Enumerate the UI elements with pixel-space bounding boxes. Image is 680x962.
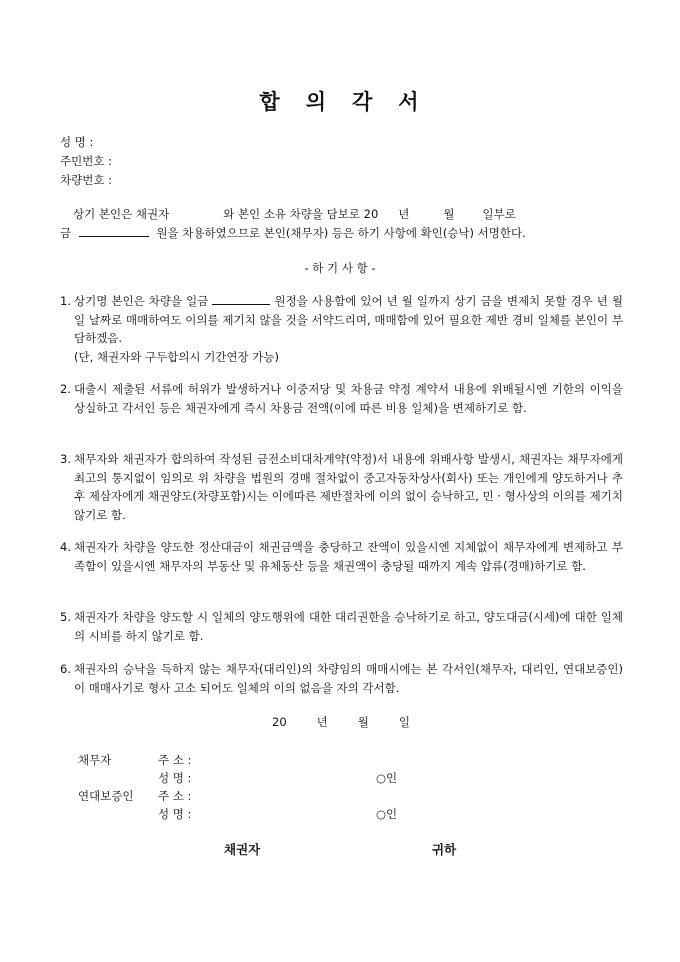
intro-amount-text: 원을 차용하였으므로 본인(채무자) 등은 하기 사항에 확인(승낙) 서명한다.: [156, 226, 526, 240]
item-number: 4.: [60, 540, 71, 554]
vehicle-number-field-label: 차량번호 :: [60, 173, 112, 187]
intro-text: [73, 206, 516, 222]
item-number: 5.: [60, 610, 71, 624]
intro-day-label: 일부로: [482, 207, 516, 221]
debtor-label: 채무자: [78, 753, 112, 767]
list-item: [60, 380, 623, 417]
debtor-address-label: 주 소 :: [158, 753, 192, 767]
item-text: 채권자가 차량을 양도할 시 일체의 양도행위에 대한 대리권한을 승낙하기로 하고, 양도대금(시세)에 대한 일체의 시비를 하지 않기로 함.: [74, 610, 623, 643]
item-number: 2.: [60, 382, 71, 396]
list-item: [60, 450, 623, 524]
intro-collateral-text: 와 본인 소유 차량을 담보로 20: [223, 207, 379, 221]
list-item: [60, 608, 623, 645]
document-title: [0, 86, 680, 116]
item-text: 채권자의 승낙을 득하지 않는 채무자(대리인)의 차량임의 매매시에는 본 각서인(채무자, 대리인, 연대보증인)이 매매사기로 형사 고소 되어도 일체의 이의 없음을 자의 각서함.: [74, 662, 623, 695]
item-text: [74, 292, 623, 348]
item-text-part: 상기명 본인은 차량을 일금: [74, 294, 209, 308]
item-text: 채권자가 차량을 양도한 정산대금이 채권금액을 충당하고 잔액이 있을시엔 지체없이 채무자에게 변제하고 부족함이 있을시엔 채무자의 부동산 및 유체동산 등을 채권액이 충당될 때까지 계속 압류(경매)하기로 함.: [74, 540, 623, 573]
date-year-label: 년: [316, 715, 328, 729]
honorific-label: 귀하: [432, 842, 457, 857]
intro-month-label: 월: [443, 207, 455, 221]
name-field-label: 성 명 :: [60, 135, 94, 149]
debtor-seal-mark: ○인: [376, 771, 398, 785]
title-char: 합: [259, 89, 282, 114]
list-item: [60, 660, 623, 697]
item-text-part: 원정을 사용함에 있어 년 월 일까지 상기 금을 변제치 못할 경우 년 월 일 날짜로 매매하여도 이의를 제기치 않을 것을 서약드리며, 매매함에 있어 필요한 제반 경비 일체를 본인이 부담하겠음.: [74, 294, 624, 345]
amount-blank: [79, 224, 149, 237]
date-year-prefix: 20: [272, 715, 287, 729]
item-text: 대출시 제출된 서류에 허위가 발생하거나 이중저당 및 차용금 약정 계약서 내용에 위배될시엔 기한의 이익을 상실하고 각서인 등은 채권자에게 즉시 차용금 전액(이에 따른 비용 일체)을 변제하기로 함.: [74, 382, 623, 415]
section-heading: - 하 기 사 항 -: [304, 261, 376, 275]
resident-number-field-label: 주민번호 :: [60, 154, 112, 168]
intro-amount-prefix: 금: [60, 226, 72, 240]
guarantor-seal-mark: ○인: [376, 807, 398, 821]
date-day-label: 일: [398, 715, 410, 729]
guarantor-address-label: 주 소 :: [158, 789, 192, 803]
creditor-label: 채권자: [224, 842, 261, 857]
date-line: [272, 714, 410, 730]
list-item: [60, 292, 623, 366]
debtor-name-label: 성 명 :: [158, 771, 192, 785]
item-number: 6.: [60, 662, 71, 676]
title-char: 각: [352, 89, 375, 114]
intro-amount-line: [60, 224, 526, 241]
item-text: 채무자와 채권자가 합의하여 작성된 금전소비대차계약(약정)서 내용에 위배사항 발생시, 채권자는 채무자에게 최고의 통지없이 임의로 위 차량을 법원의 경매 절차없이 중고자동차상사(회사) 또는 개인에게 양도하거나 추후 제삼자에게 채권양도(차량포함)시는 이에따른 제반절차에 이의 없이 승낙하고, 민 · 형사상의 이의를 제기치 않기로 함.: [74, 452, 623, 522]
intro-year-label: 년: [398, 207, 410, 221]
item-number: 3.: [60, 452, 71, 466]
list-item: [60, 538, 623, 575]
amount-blank: [212, 292, 270, 305]
guarantor-label: 연대보증인: [78, 789, 134, 803]
date-month-label: 월: [357, 715, 369, 729]
title-char: 서: [398, 89, 421, 114]
intro-creditor-text: 상기 본인은 채권자: [73, 207, 170, 221]
title-char: 의: [305, 89, 328, 114]
item-note: (단, 채권자와 구두합의시 기간연장 가능): [74, 349, 279, 364]
guarantor-name-label: 성 명 :: [158, 807, 192, 821]
item-number: 1.: [60, 294, 71, 308]
